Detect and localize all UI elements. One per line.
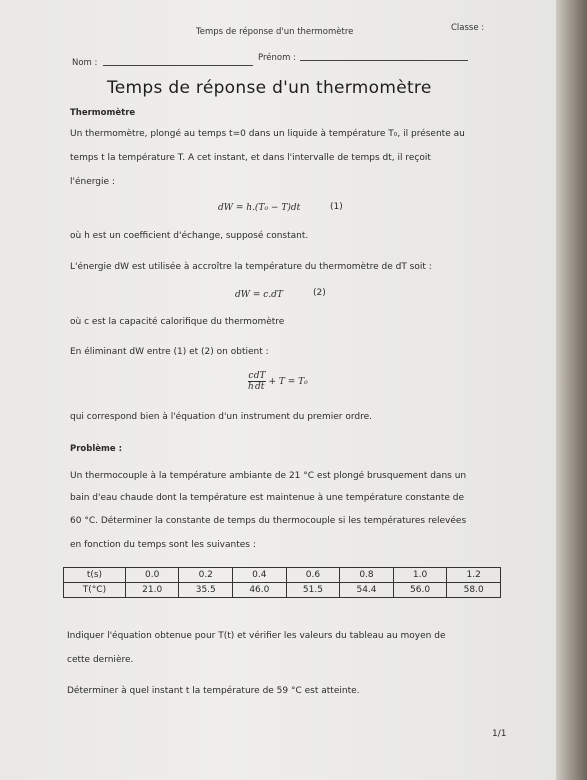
prenom-field[interactable] xyxy=(300,60,468,61)
section-heading-probleme: Problème : xyxy=(70,444,123,454)
equation-2-number: (2) xyxy=(313,288,326,298)
table-cell: 51.5 xyxy=(286,583,340,598)
table-cell: 35.5 xyxy=(179,583,233,598)
data-table xyxy=(63,567,501,598)
equation-1: dW = h.(T₀ − T)dt xyxy=(218,203,301,213)
eq3-rest: + T = T₀ xyxy=(268,377,308,387)
table-cell: 0.2 xyxy=(179,568,233,583)
paragraph-line: où h est un coefficient d'échange, supposé constant. xyxy=(70,231,309,241)
paragraph-line: Indiquer l'équation obtenue pour T(t) et vérifier les valeurs du tableau au moyen de xyxy=(67,631,446,641)
nom-field[interactable] xyxy=(103,65,253,66)
eq3-h: h xyxy=(248,382,254,392)
paragraph-line: Un thermomètre, plongé au temps t=0 dans un liquide à température T₀, il présente au xyxy=(70,129,465,139)
table-cell: 0.4 xyxy=(233,568,287,583)
table-cell: t(s) xyxy=(64,568,126,583)
paragraph-line: 60 °C. Déterminer la constante de temps du thermocouple si les températures relevées xyxy=(70,516,467,526)
nom-label: Nom : xyxy=(72,58,98,68)
table-cell: 46.0 xyxy=(233,583,287,598)
table-cell: 0.0 xyxy=(125,568,179,583)
table-cell: 54.4 xyxy=(340,583,394,598)
paragraph-line: qui correspond bien à l'équation d'un instrument du premier ordre. xyxy=(70,412,372,422)
equation-1-number: (1) xyxy=(330,202,343,212)
header-classe-label: Classe : xyxy=(451,23,485,33)
paragraph-line: temps t la température T. A cet instant, et dans l'intervalle de temps dt, il reçoit xyxy=(70,153,431,163)
paragraph-line: En éliminant dW entre (1) et (2) on obtient : xyxy=(70,347,269,357)
paragraph-line: l'énergie : xyxy=(70,177,115,187)
table-row xyxy=(64,568,501,583)
page-title: Temps de réponse d'un thermomètre xyxy=(107,78,432,98)
table-cell: 1.2 xyxy=(447,568,501,583)
desk-background xyxy=(556,0,587,780)
paragraph-line: où c est la capacité calorifique du thermomètre xyxy=(70,317,285,327)
eq3-c: c xyxy=(248,371,254,381)
table-cell: 1.0 xyxy=(393,568,447,583)
table-cell: 21.0 xyxy=(125,583,179,598)
paragraph-line: bain d'eau chaude dont la température est maintenue à une température constante de xyxy=(70,493,465,503)
equation-2: dW = c.dT xyxy=(235,290,283,300)
header-doc-title: Temps de réponse d'un thermomètre xyxy=(196,27,354,37)
table-cell: 58.0 xyxy=(447,583,501,598)
page-number: 1/1 xyxy=(492,729,507,739)
eq3-dt: dt xyxy=(254,382,265,392)
paragraph-line: Un thermocouple à la température ambiante de 21 °C est plongé brusquement dans un xyxy=(70,471,467,481)
paragraph-line: cette dernière. xyxy=(67,655,134,665)
table-cell: 0.6 xyxy=(286,568,340,583)
section-heading-thermometre: Thermomètre xyxy=(70,108,136,118)
table-cell: T(°C) xyxy=(64,583,126,598)
paragraph-line: Déterminer à quel instant t la température de 59 °C est atteinte. xyxy=(67,686,360,696)
table-row xyxy=(64,583,501,598)
prenom-label: Prénom : xyxy=(258,53,296,63)
table-cell: 56.0 xyxy=(393,583,447,598)
eq3-dT: dT xyxy=(253,371,266,381)
paragraph-line: en fonction du temps sont les suivantes : xyxy=(70,540,256,550)
equation-3 xyxy=(248,371,308,392)
table-cell: 0.8 xyxy=(340,568,394,583)
paragraph-line: L'énergie dW est utilisée à accroître la température du thermomètre de dT soit : xyxy=(70,262,432,272)
